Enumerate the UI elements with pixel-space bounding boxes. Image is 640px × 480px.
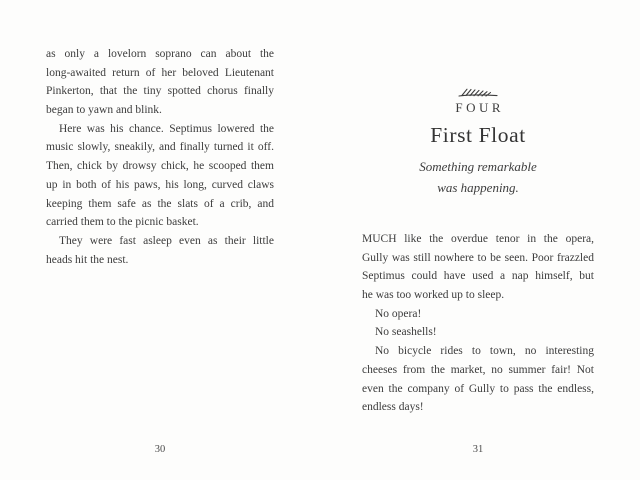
- chapter-number-label: FOUR: [455, 100, 505, 115]
- text-line: endless days!: [362, 401, 424, 414]
- left-page-text: [46, 45, 274, 269]
- text-line: No bicycle rides to town, no interesting: [375, 345, 594, 358]
- text-line: as only a lovelorn soprano can about the: [46, 48, 274, 60]
- text-line: he was too worked up to sleep.: [362, 289, 505, 302]
- chapter-title: First Float: [430, 123, 526, 147]
- text-line: even the company of Gully to pass the endless,: [362, 382, 594, 395]
- text-line: MUCH like the overdue tenor in the opera,: [362, 233, 594, 245]
- text-line: Then, chick by drowsy chick, he scooped them: [46, 160, 274, 173]
- text-line: Gully was still nowhere to be seen. Poor frazzled: [362, 251, 594, 264]
- text-line: up in both of his paws, his long, curved claws: [46, 178, 274, 191]
- page-number-left: 30: [154, 444, 166, 455]
- text-line: No seashells!: [375, 326, 437, 339]
- text-line: music slowly, sneakily, and finally turned it off.: [46, 141, 274, 154]
- text-line: No opera!: [375, 307, 422, 320]
- text-line: They were fast asleep even as their little: [59, 234, 274, 247]
- text-line: Septimus could have used a nap himself, but: [362, 270, 594, 283]
- chapter-subtitle: [362, 157, 594, 198]
- text-line: keeping them safe as the slats of a crib, and: [46, 197, 274, 210]
- text-line: cheeses from the market, no summer fair! Not: [362, 363, 594, 376]
- chapter-subtitle-line: was happening.: [437, 179, 519, 195]
- text-line: carried them to the picnic basket.: [46, 216, 199, 229]
- text-line: began to yawn and blink.: [46, 104, 162, 117]
- feather-squiggle-icon: [362, 86, 594, 99]
- text-line: Here was his chance. Septimus lowered the: [59, 122, 274, 135]
- chapter-subtitle-line: Something remarkable: [419, 159, 537, 174]
- page-number-right: 31: [472, 444, 484, 455]
- text-line: long-awaited return of her beloved Lieutenant: [46, 66, 274, 79]
- text-line: Pinkerton, that the tiny spotted chorus finally: [46, 85, 274, 98]
- right-page-text: [362, 230, 594, 417]
- chapter-heading: [362, 86, 594, 198]
- text-line: heads hit the nest.: [46, 253, 129, 266]
